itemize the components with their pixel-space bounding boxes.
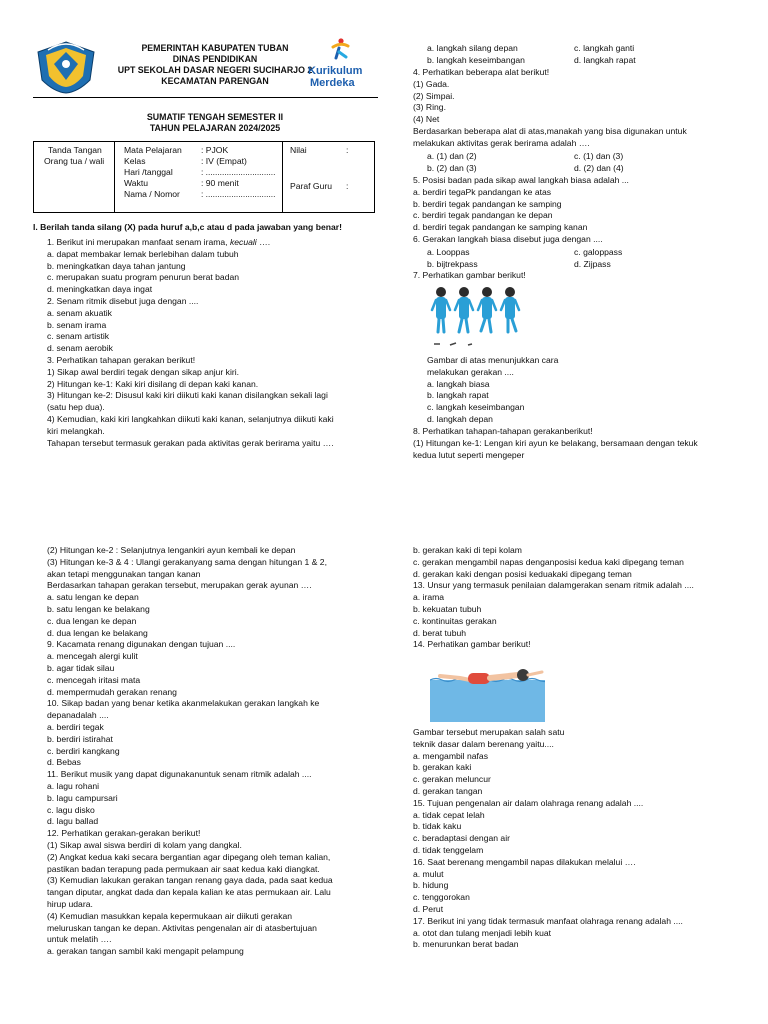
question-line[interactable]: d. lagu ballad: [47, 816, 99, 827]
question-line: Berdasarkan tahapan gerakan tersebut, merupakan gerak ayunan ….: [47, 580, 312, 591]
question-line[interactable]: b. satu lengan ke belakang: [47, 603, 150, 614]
question-line[interactable]: a. mencegah alergi kulit: [47, 651, 138, 662]
question-line: d. meningkatkan daya ingat: [47, 284, 153, 295]
nilai-label: Nilai: [290, 145, 307, 155]
kelas-value: : IV (Empat): [201, 156, 247, 166]
question-line[interactable]: c. tenggorokan: [413, 892, 470, 903]
question-line: (4) Net: [413, 114, 440, 125]
q7-prompt: 7. Perhatikan gambar berikut!: [413, 270, 526, 280]
question-line: (2) Simpai.: [413, 90, 455, 101]
question-line[interactable]: a. berdiri tegak: [47, 721, 104, 732]
question-line: d. berdiri tegak pandangan ke samping kanan: [413, 222, 588, 233]
question-line: teknik dasar dalam berenang yaitu....: [413, 738, 554, 749]
header-line1: PEMERINTAH KABUPATEN TUBAN: [141, 43, 289, 53]
question-line: 14. Perhatikan gambar berikut!: [413, 639, 531, 650]
sign-label1: Tanda Tangan: [48, 145, 102, 155]
question-line[interactable]: c. lagu disko: [47, 804, 95, 815]
question-line[interactable]: c. gerakan mengambil napas denganposisi kedua kaki dipegang teman: [413, 556, 684, 567]
question-line: Berdasarkan beberapa alat di atas,manakah yang bisa digunakan untuk: [413, 125, 687, 136]
question-line[interactable]: d. langkah depan: [427, 413, 493, 424]
paraf-colon: :: [346, 181, 349, 191]
question-line[interactable]: d. mempermudah gerakan renang: [47, 686, 177, 697]
question-line[interactable]: a. irama: [413, 592, 445, 603]
question-line[interactable]: a. langkah biasa: [427, 378, 490, 389]
kelas-label: Kelas: [124, 156, 146, 166]
question-line[interactable]: d. tidak tenggelam: [413, 844, 484, 855]
nilai-colon: :: [346, 145, 349, 155]
question-line[interactable]: a. otot dan tulang menjadi lebih kuat: [413, 927, 552, 938]
question-line: melakukan aktivitas gerak berirama adalah ….: [413, 137, 590, 148]
header-line3: UPT SEKOLAH DASAR NEGERI SUCIHARJO 2: [117, 65, 313, 75]
header-rule: [33, 97, 378, 98]
student-info-box: [33, 141, 375, 213]
q4-option-c[interactable]: c. (1) dan (3): [574, 151, 624, 161]
question-line: 8. Perhatikan tahapan-tahapan gerakanberikut!: [413, 426, 593, 436]
waktu-label: Waktu: [124, 178, 149, 188]
question-line: 5. Posisi badan pada sikap awal langkah biasa adalah ...: [413, 175, 629, 185]
nama-label: Nama / Nomor: [124, 189, 180, 199]
question-line: depanadalah ....: [47, 710, 109, 721]
question-line[interactable]: c. dua lengan ke depan: [47, 615, 137, 626]
hari-value[interactable]: : ..............................: [201, 167, 276, 177]
question-line: 1. Berikut ini merupakan manfaat senam irama, kecuali ….: [47, 237, 271, 247]
question-line[interactable]: d. gerakan tangan: [413, 785, 483, 796]
question-line: 12. Perhatikan gerakan-gerakan berikut!: [47, 828, 201, 839]
title-line2: TAHUN PELAJARAN 2024/2025: [149, 123, 281, 133]
question-line: 17. Berikut ini yang tidak termasuk manfaat olahraga renang adalah ....: [413, 915, 683, 926]
question-line: akan tetapi menggunakan tangan kanan: [47, 568, 201, 579]
question-line: (satu hep dua).: [47, 402, 105, 413]
question-line[interactable]: c. beradaptasi dengan air: [413, 833, 510, 844]
question-line: melakukan gerakan ....: [427, 366, 514, 377]
right-column-bottom-a: [413, 545, 758, 651]
question-line: 2. Senam ritmik disebut juga dengan ....: [47, 295, 199, 306]
question-line[interactable]: d. Perut: [413, 903, 444, 914]
q4-option-d[interactable]: d. (2) dan (4): [574, 163, 624, 173]
question-line: b. meningkatkan daya tahan jantung: [47, 260, 186, 271]
question-line: Tahapan tersebut termasuk gerakan pada aktivitas gerak berirama yaitu ….: [47, 437, 334, 448]
question-line: d. senam aerobik: [47, 343, 113, 354]
section-instruction: I. Berilah tanda silang (X) pada huruf a,b,c atau d pada jawaban yang benar!: [33, 222, 342, 232]
question-line: (3) Ring.: [413, 102, 446, 113]
question-line: a. berdiri tegaPk pandangan ke atas: [413, 186, 552, 197]
question-line[interactable]: b. langkah rapat: [427, 390, 489, 401]
nama-value[interactable]: : ..............................: [201, 189, 276, 199]
question-line[interactable]: b. menurunkan berat badan: [413, 939, 519, 950]
question-line: tangan diputar, angkat dada dan kepala kalian ke atas permukaan air. Lalu: [47, 887, 331, 898]
question-line[interactable]: b. kekuatan tubuh: [413, 603, 482, 614]
question-line[interactable]: d. berat tubuh: [413, 627, 467, 638]
question-line: 10. Sikap badan yang benar ketika akanmelakukan gerakan langkah ke: [47, 698, 320, 709]
question-line: 3. Perhatikan tahapan gerakan berikut!: [47, 354, 196, 365]
merdeka-text: Merdeka: [310, 77, 355, 89]
question-line[interactable]: d. dua lengan ke belakang: [47, 627, 148, 638]
question-line: (2) Hitungan ke-2 : Selanjutnya lengankiri ayun kembali ke depan: [47, 545, 296, 555]
q6-option-c[interactable]: c. galoppass: [574, 247, 623, 257]
left-column-bottom: [47, 545, 382, 958]
q6-option-a[interactable]: a. Looppas: [427, 247, 470, 257]
question-line: Gambar di atas menunjukkan cara: [427, 355, 559, 365]
question-line[interactable]: a. satu lengan ke depan: [47, 592, 139, 603]
question-line: 3) Hitungan ke-2: Disusul kaki kiri diikuti kaki kanan disilangkan sekali lagi: [47, 390, 328, 401]
kurikulum-merdeka-logo: [306, 38, 376, 94]
sign-label2: Orang tua / wali: [44, 156, 105, 166]
question-line[interactable]: b. agar tidak silau: [47, 662, 115, 673]
question-line[interactable]: c. kontinuitas gerakan: [413, 615, 497, 626]
question-line[interactable]: b. lagu campursari: [47, 792, 118, 803]
question-line[interactable]: c. gerakan meluncur: [413, 774, 491, 785]
header-line4: KECAMATAN PARENGAN: [161, 76, 269, 86]
question-line: 11. Berikut musik yang dapat digunakanuntuk senam ritmik adalah ....: [47, 769, 312, 780]
question-line: c. berdiri tegak pandangan ke depan: [413, 210, 553, 221]
question-line[interactable]: a. mengambil nafas: [413, 750, 488, 761]
question-line: (1) Hitungan ke-1: Lengan kiri ayun ke belakang, bersamaan dengan tekuk: [413, 437, 698, 448]
paraf-label: Paraf Guru: [290, 181, 333, 191]
dancing-children-illustration-icon: [428, 284, 528, 352]
question-line[interactable]: b. gerakan kaki: [413, 762, 472, 773]
question-line: (4) Kemudian masukkan kepala kepermukaan air diikuti gerakan: [47, 910, 293, 921]
emphasis-text: kecuali: [229, 237, 257, 247]
left-column-top: [47, 237, 377, 449]
title-line1: SUMATIF TENGAH SEMESTER II: [146, 112, 284, 122]
question-line: 1) Sikap awal berdiri tegak dengan sikap anjur kiri.: [47, 366, 240, 377]
tut-wuri-handayani-logo-icon: [34, 40, 98, 94]
question-line[interactable]: c. berdiri kangkang: [47, 745, 120, 756]
waktu-value: : 90 menit: [201, 178, 239, 188]
question-line: a. dapat membakar lemak berlebihan dalam tubuh: [47, 248, 239, 259]
question-line: b. berdiri tegak pandangan ke samping: [413, 198, 562, 209]
question-line[interactable]: c. langkah keseimbangan: [427, 402, 525, 413]
question-line: 9. Kacamata renang digunakan dengan tujuan ....: [47, 639, 236, 650]
question-line: (3) Hitungan ke-3 & 4 : Ulangi gerakanyang sama dengan hitungan 1 & 2,: [47, 556, 327, 567]
question-line[interactable]: a. tidak cepat lelah: [413, 809, 485, 820]
question-line[interactable]: b. gerakan kaki di tepi kolam: [413, 545, 522, 555]
question-line: 13. Unsur yang termasuk penilaian dalamgerakan senam ritmik adalah ....: [413, 580, 694, 591]
question-line[interactable]: b. berdiri istirahat: [47, 733, 113, 744]
right-column-top-block2: [413, 175, 753, 246]
question-line: meluruskan tangan ke depan. Aktivitas pengenalan air di atasbertujuan: [47, 922, 317, 933]
question-line: 15. Tujuan pengenalan air dalam olahraga renang adalah ....: [413, 797, 644, 808]
question-line[interactable]: a. lagu rohani: [47, 780, 100, 791]
question-line: (1) Gada.: [413, 78, 450, 89]
question-line[interactable]: d. Bebas: [47, 757, 81, 768]
hari-label: Hari /tanggal: [124, 167, 173, 177]
kurikulum-text: Kurikulum: [308, 65, 363, 77]
question-line: untuk melatih ….: [47, 934, 112, 945]
question-line[interactable]: a. mulut: [413, 868, 444, 879]
swimmer-illustration-icon: [430, 658, 545, 722]
q3-option-d[interactable]: d. langkah rapat: [574, 55, 636, 65]
question-line[interactable]: b. tidak kaku: [413, 821, 462, 832]
q6-option-b[interactable]: b. bijtrekpass: [427, 259, 478, 269]
question-line: c. senam artistik: [47, 331, 110, 342]
question-line: 4) Kemudian, kaki kiri langkahkan diikuti kaki kanan, selanjutnya diikuti kaki: [47, 413, 334, 424]
question-line: kedua lutut seperti mengeper: [413, 449, 525, 460]
question-line[interactable]: a. gerakan tangan sambil kaki mengapit pelampung: [47, 946, 244, 957]
question-line[interactable]: b. hidung: [413, 880, 449, 891]
question-line: a. senam akuatik: [47, 307, 112, 318]
q3-option-b[interactable]: b. langkah keseimbangan: [427, 55, 525, 65]
q4-option-a[interactable]: a. (1) dan (2): [427, 151, 477, 161]
question-line: 16. Saat berenang mengambil napas dilakukan melalui ….: [413, 856, 636, 867]
question-line: kiri melangkah.: [47, 425, 105, 436]
q3-option-c[interactable]: c. langkah ganti: [574, 43, 635, 53]
question-line: (3) Kemudian lakukan gerakan tangan renang gaya dada, pada saat kedua: [47, 875, 333, 886]
question-line: 6. Gerakan langkah biasa disebut juga dengan ....: [413, 233, 603, 244]
right-column-q8-block: [413, 426, 758, 461]
question-line: 4. Perhatikan beberapa alat berikut!: [413, 67, 550, 77]
mapel-label: Mata Pelajaran: [124, 145, 182, 155]
right-column-q7-block: [427, 355, 757, 426]
q6-option-d[interactable]: d. Zijpass: [574, 259, 611, 269]
mapel-value: : PJOK: [201, 145, 229, 155]
question-line: (1) Sikap awal siswa berdiri di kolam yang dangkal.: [47, 839, 242, 850]
q3-option-a[interactable]: a. langkah silang depan: [427, 43, 518, 53]
question-line: hirup udara.: [47, 898, 93, 909]
question-line: (2) Angkat kedua kaki secara bergantian agar dipegang oleh teman kalian,: [47, 851, 331, 862]
question-line: Gambar tersebut merupakan salah satu: [413, 727, 565, 737]
header-line2: DINAS PENDIDIKAN: [172, 54, 258, 64]
question-line: 2) Hitungan ke-1: Kaki kiri disilang di depan kaki kanan.: [47, 378, 259, 389]
right-column-top-block1: [413, 67, 753, 150]
question-line: pastikan badan terapung pada permukaan air saat kedua kaki diangkat.: [47, 863, 320, 874]
kurikulum-merdeka-icon: [306, 38, 376, 62]
question-line: c. merupakan suatu program penurun berat badan: [47, 272, 240, 283]
q4-option-b[interactable]: b. (2) dan (3): [427, 163, 477, 173]
question-line[interactable]: d. gerakan kaki dengan posisi keduakaki dipegang teman: [413, 568, 632, 579]
question-line[interactable]: c. mencegah iritasi mata: [47, 674, 141, 685]
question-line: b. senam irama: [47, 319, 107, 330]
right-column-bottom-b: [413, 727, 758, 951]
